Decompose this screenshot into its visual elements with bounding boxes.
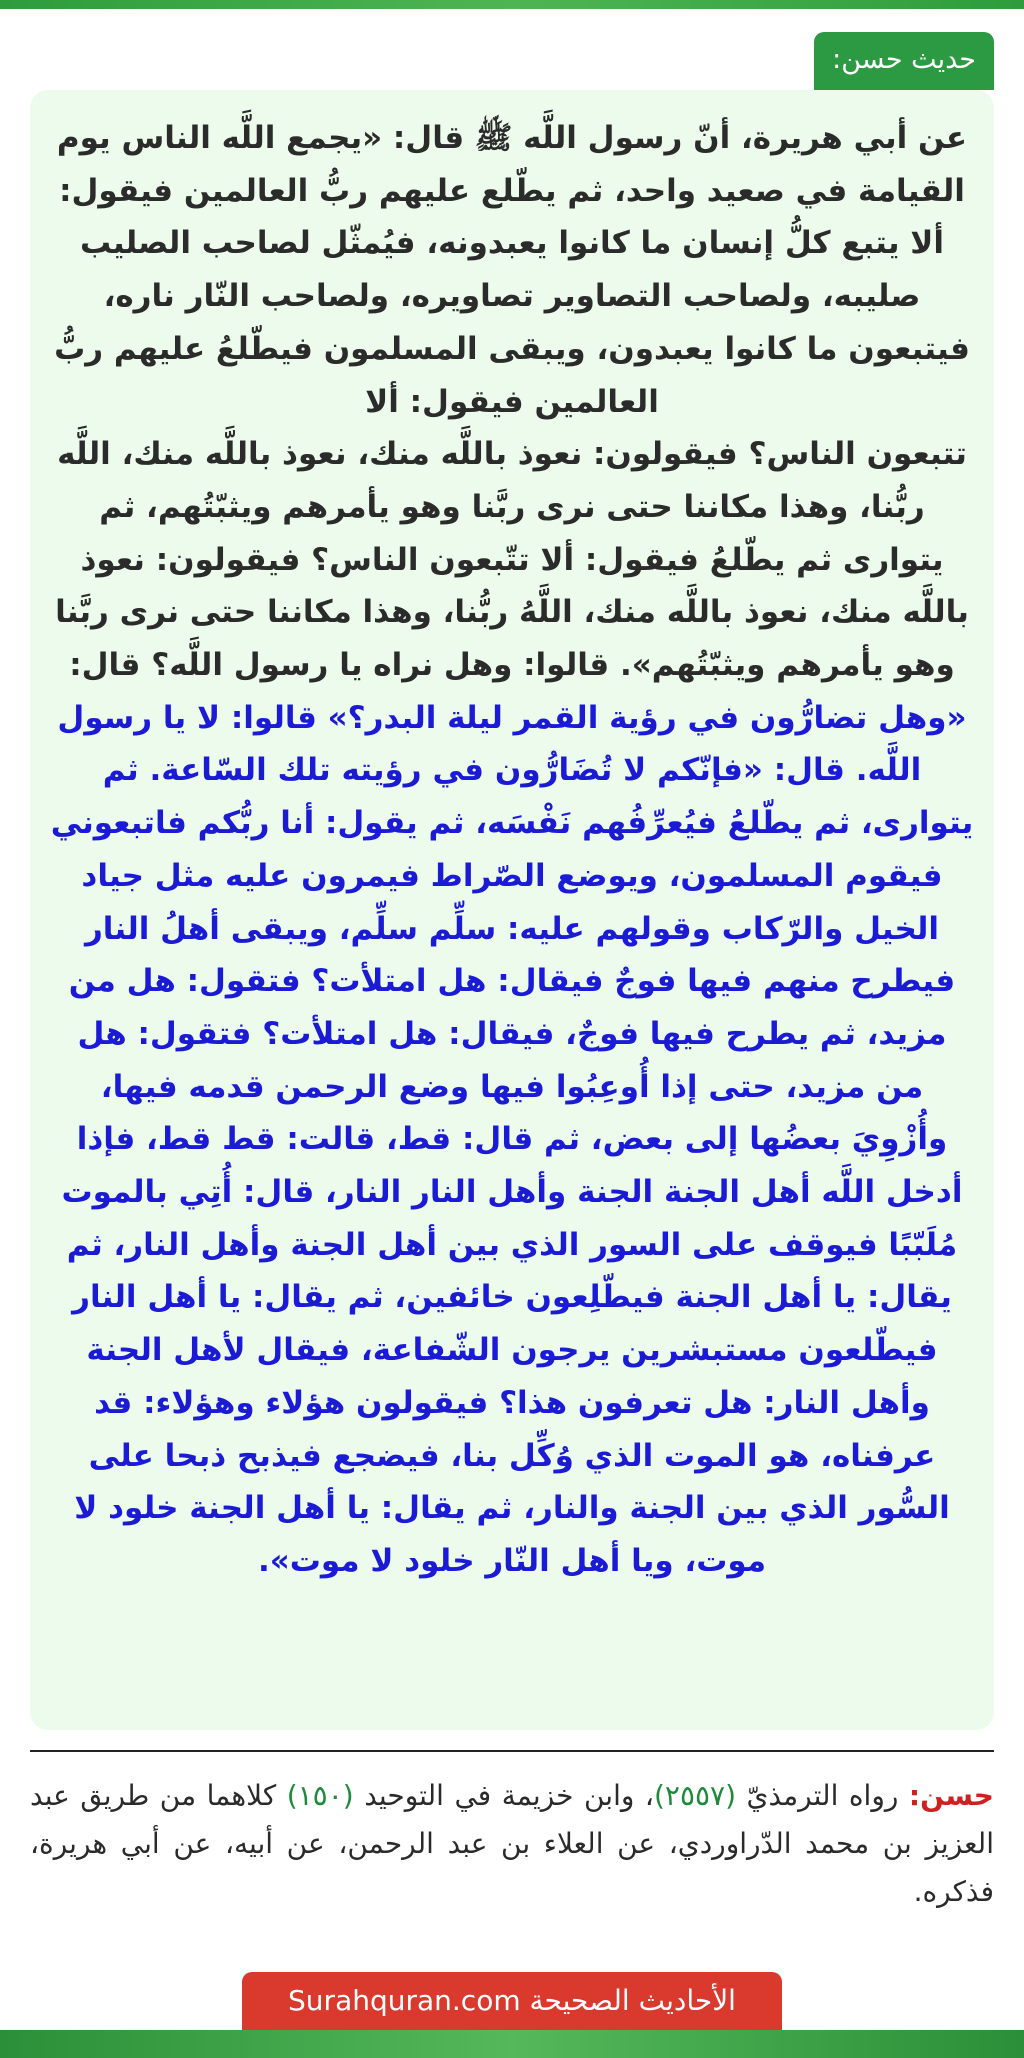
source-text-2: ، وابن خزيمة في التوحيد <box>353 1779 654 1812</box>
source-grade: حسن: <box>908 1779 994 1812</box>
bottom-accent-bar <box>0 2030 1024 2058</box>
top-accent-bar <box>0 0 1024 9</box>
hadith-body <box>50 112 974 1588</box>
source-number-1: (٢٥٥٧) <box>653 1779 736 1812</box>
hadith-part-1: عن أبي هريرة، أنّ رسول اللَّه ﷺ قال: «يجمع اللَّه الناس يوم القيامة في صعيد واحد، ثم يطّلع عليهم ربُّ العالمين فيقول: ألا يتبع كلُّ إنسان ما كانوا يعبدونه، فيُمثّل لصاحب الصليب صليبه، ولصاحب التصاوير تصاويره، ولصاحب النّار ناره، فيتبعون ما كانوا يعبدون، ويبقى المسلمون فيطّلعُ عليهم ربُّ العالمين فيقول: ألا <box>54 120 970 420</box>
hadith-grade-badge: حديث حسن: <box>814 32 994 90</box>
source-number-2: (١٥٠) <box>286 1779 354 1812</box>
source-citation <box>30 1772 994 1916</box>
source-text-1: رواه الترمذيّ <box>736 1779 909 1812</box>
hadith-part-3-highlighted: «وهل تضارُّون في رؤية القمر ليلة البدر؟» قالوا: لا يا رسول اللَّه. قال: «فإنّكم لا تُضَارُّون في رؤيته تلك السّاعة. ثم يتوارى، ثم يطّلعُ فيُعرِّفُهم نَفْسَه، ثم يقول: أنا ربُّكم فاتبعوني فيقوم المسلمون، ويوضع الصّراط فيمرون عليه مثل جياد الخيل والرّكاب وقولهم عليه: سلِّم سلِّم، ويبقى أهلُ النار فيطرح منهم فيها فوجٌ فيقال: هل امتلأت؟ فتقول: هل من مزيد، ثم يطرح فيها فوجٌ، فيقال: هل امتلأت؟ فتقول: هل من مزيد، حتى إذا أُوعِبُوا فيها وضع الرحمن قدمه فيها، وأُزْوِيَ بعضُها إلى بعض، ثم قال: قط، قالت: قط قط، فإذا أدخل اللَّه أهل الجنة الجنة وأهل النار النار، قال: أُتِي بالموت مُلَبّبًا فيوقف على السور الذي بين أهل الجنة وأهل النار، ثم يقال: يا أهل الجنة فيطّلِعون خائفين، ثم يقال: يا أهل النار فيطّلعون مستبشرين يرجون الشّفاعة، فيقال لأهل الجنة وأهل النار: هل تعرفون هذا؟ فيقولون هؤلاء وهؤلاء: قد عرفناه، هو الموت الذي وُكِّل بنا، فيضجع فيذبح ذبحا على السُّور الذي بين الجنة والنار، ثم يقال: يا أهل الجنة خلود لا موت، ويا أهل النّار خلود لا موت». <box>50 699 974 1579</box>
hadith-part-2: تتبعون الناس؟ فيقولون: نعوذ باللَّه منك، نعوذ باللَّه منك، اللَّه ربُّنا، وهذا مكاننا حتى نرى ربَّنا وهو يأمرهم ويثبّتُهم، ثم يتوارى ثم يطّلعُ فيقول: ألا تتّبعون الناس؟ فيقولون: نعوذ باللَّه منك، نعوذ باللَّه منك، اللَّهُ ربُّنا، وهذا مكاننا حتى نرى ربَّنا وهو يأمرهم ويثبّتُهم». قالوا: وهل نراه يا رسول اللَّه؟ قال: <box>55 436 969 684</box>
hadith-text-box <box>30 90 994 1730</box>
section-divider <box>30 1750 994 1752</box>
site-footer-label[interactable]: الأحاديث الصحيحة Surahquran.com <box>242 1972 782 2030</box>
source-text-3: كلاهما من طريق عبد العزيز بن محمد الدّراوردي، عن العلاء بن عبد الرحمن، عن أبيه، عن أبي هريرة، فذكره. <box>30 1779 994 1908</box>
